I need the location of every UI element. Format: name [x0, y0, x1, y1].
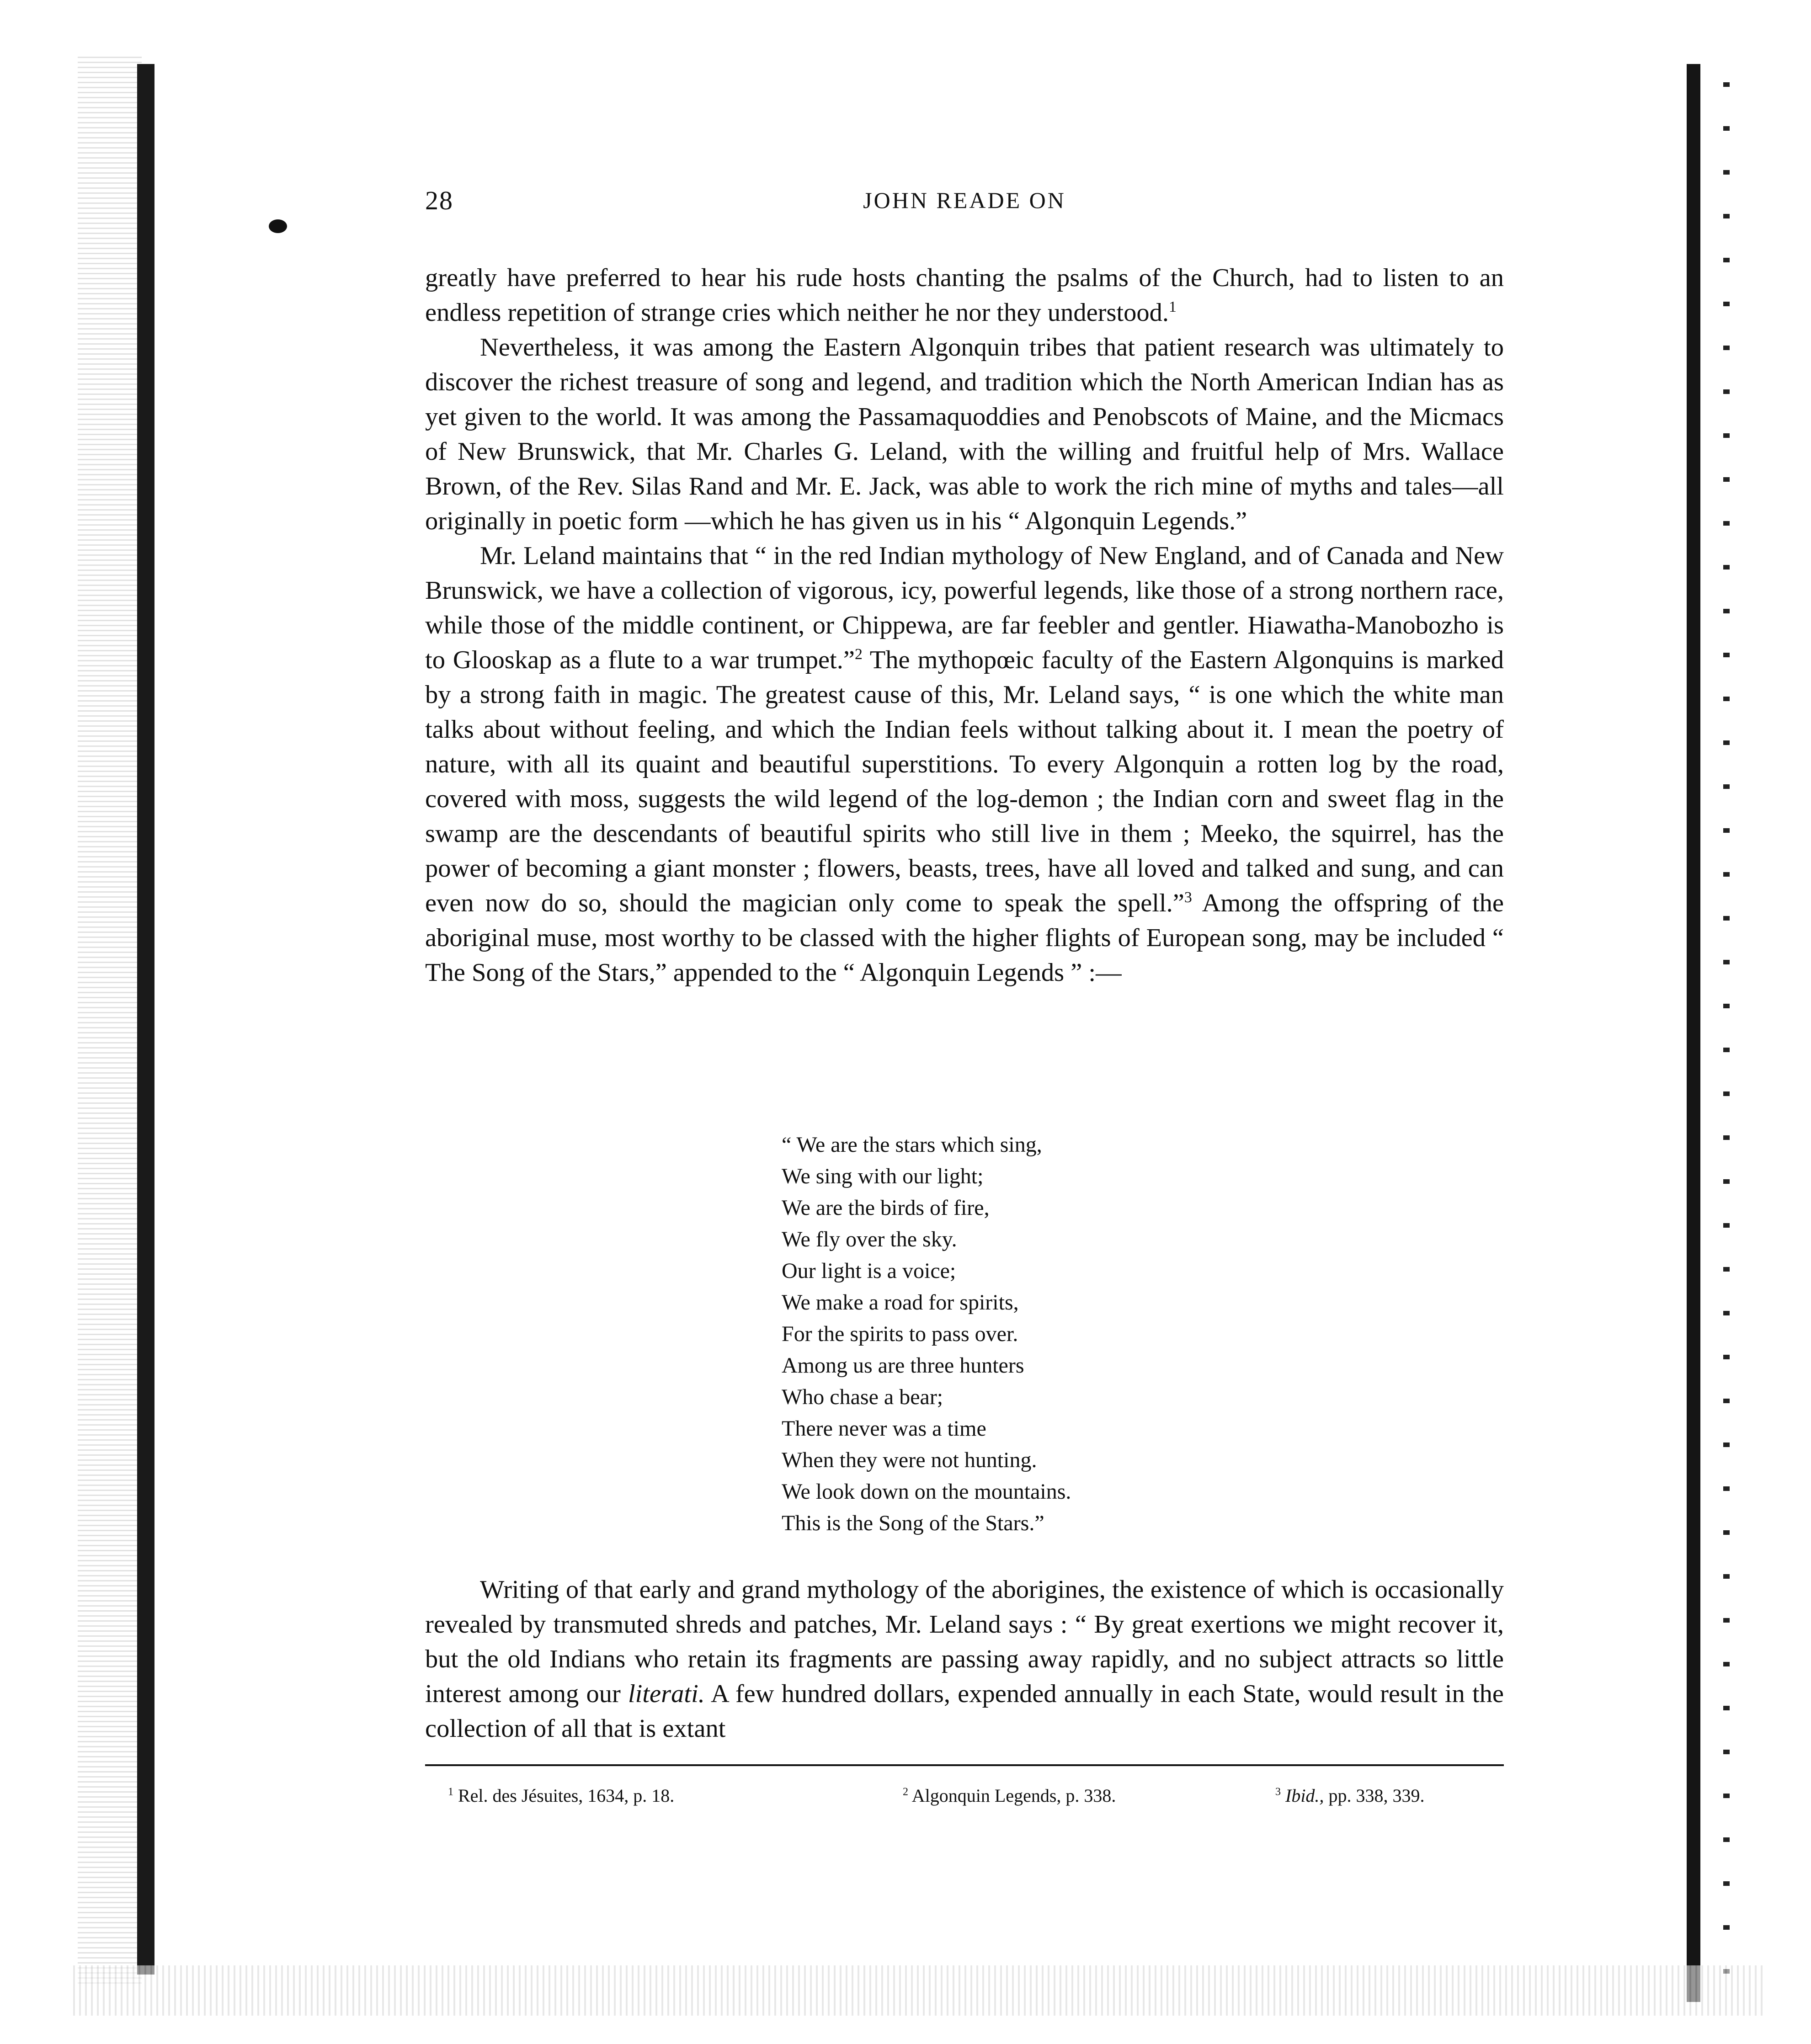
footnotes	[425, 1785, 1504, 1812]
poem-line: We fly over the sky.	[782, 1227, 957, 1251]
ink-blot	[269, 219, 287, 233]
scan-edge-noise-bottom	[73, 1965, 1764, 2016]
poem-line: Our light is a voice;	[782, 1259, 956, 1283]
page-number: 28	[425, 186, 453, 215]
italic-word: literati.	[628, 1680, 705, 1708]
running-title: JOHN READE ON	[863, 187, 1066, 213]
poem-line: We are the birds of fire,	[782, 1196, 990, 1220]
footnote-2: $^2$ Algonquin Legends, p. 338.	[903, 1785, 1116, 1806]
scan-edge-noise-left	[78, 55, 142, 1984]
poem-song-of-the-stars	[782, 1129, 1284, 1539]
footnote-3: $^3$ Ibid., pp. 338, 339.	[1275, 1785, 1425, 1806]
footnote-ref-2: 2	[854, 646, 863, 663]
paragraph-1: greatly have preferred to hear his rude hosts chanting the psalms of the Church, had to listen to an endless repetition of strange cries which neither he nor they understood.$^1$	[425, 264, 1504, 327]
paragraph-3: Mr. Leland maintains that “ in the red Indian mythology of New England, and of Canada and New Brunswick, we have a collection of vigorous, icy, powerful legends, like those of a strong northern race, while those of the middle continent, or Chippewa, are far feebler and gentler. Hiawatha-Manobozho is to Glooskap as a flute to a war trumpet.”$^2$ The mythopœic faculty of the Eastern Algonquins is marked by a strong faith in magic. The greatest cause of this, Mr. Leland says, “ is one which the white man talks about without feeling, and which the Indian feels without talking about it. I mean the poetry of nature, with all its quaint and beautiful superstitions. To every Algonquin a rotten log by the road, covered with moss, suggests the wild legend of the log-demon ; the Indian corn and sweet flag in the swamp are the descendants of beautiful spirits who still live in them ; Meeko, the squirrel, has the power of becoming a giant monster ; flowers, beasts, trees, have all loved and talked and sung, and can even now do so, should the magician only come to speak the spell.”$^3$ Among the offspring of the aboriginal muse, most worthy to be classed with the higher flights of European song, may be included “ The Song of the Stars,” appended to the “ Algonquin Legends ” :—	[425, 542, 1504, 987]
paragraph-2: Nevertheless, it was among the Eastern Algonquin tribes that patient research was ultimately to discover the richest treasure of song and legend, and tradition which the North American Indian has as yet given to the world. It was among the Passamaquoddies and Penobscots of Maine, and the Micmacs of New Brunswick, that Mr. Charles G. Leland, with the willing and fruitful help of Mrs. Wallace Brown, of the Rev. Silas Rand and Mr. E. Jack, was able to work the rich mine of myths and tales—all originally in poetic form —which he has given us in his “ Algonquin Legends.”	[425, 333, 1504, 535]
footnote-ref-1: 1	[1169, 298, 1177, 316]
scan-edge-left	[137, 64, 154, 1975]
poem-line: For the spirits to pass over.	[782, 1322, 1018, 1346]
poem-line: “ We are the stars which sing,	[782, 1133, 1042, 1157]
poem-line: We sing with our light;	[782, 1164, 984, 1188]
running-head	[425, 185, 1504, 222]
poem-line: Who chase a bear;	[782, 1385, 943, 1409]
footnote-ref-3: 3	[1184, 889, 1192, 906]
body-text	[425, 261, 1504, 990]
body-text-continued	[425, 1572, 1504, 1746]
poem-line: We look down on the mountains.	[782, 1480, 1071, 1504]
footnote-divider	[425, 1764, 1504, 1766]
scan-edge-right	[1687, 64, 1700, 2002]
scan-margin-dots	[1723, 82, 1730, 1979]
poem-line: When they were not hunting.	[782, 1448, 1037, 1472]
paragraph-4: Writing of that early and grand mythology of the aborigines, the existence of which is occasionally revealed by transmuted shreds and patches, Mr. Leland says : “ By great exertions we might recover it, but the old Indians who retain its fragments are passing away rapidly, and no subject attracts so little interest among our literati. A few hundred dollars, expended annually in each State, would result in the collection of all that is extant	[425, 1576, 1504, 1743]
poem-line: We make a road for spirits,	[782, 1290, 1019, 1315]
poem-line: This is the Song of the Stars.”	[782, 1511, 1044, 1535]
footnote-1: $^1$ Rel. des Jésuites, 1634, p. 18.	[448, 1785, 675, 1806]
poem-line: Among us are three hunters	[782, 1353, 1024, 1378]
poem-line: There never was a time	[782, 1416, 986, 1441]
